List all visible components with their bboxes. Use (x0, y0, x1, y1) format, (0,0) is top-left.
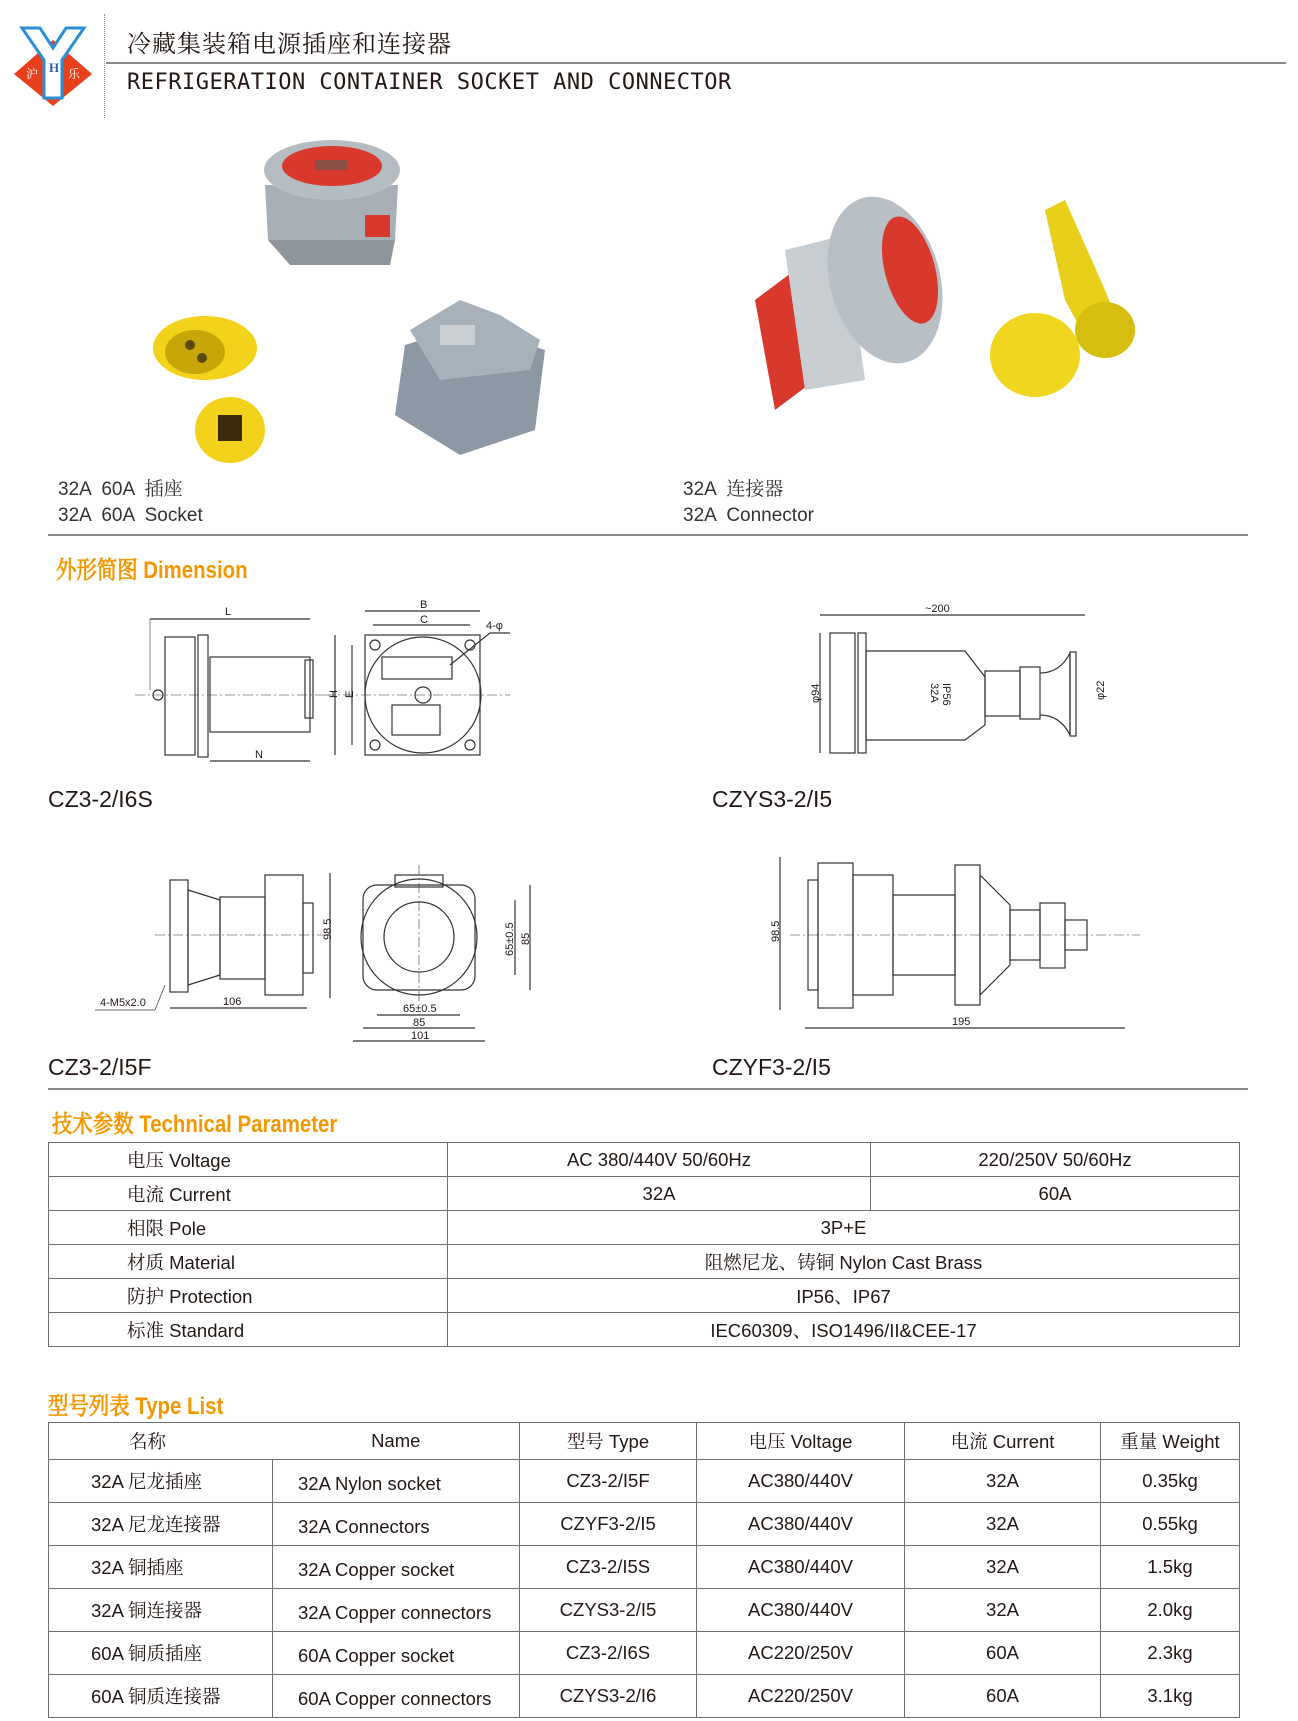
param-value: 3P+E (448, 1211, 1240, 1245)
param-value: IP56、IP67 (448, 1279, 1240, 1313)
dim-label-holes: 4-φ (486, 620, 503, 632)
drawing-cz3-2-i5f (95, 855, 540, 1045)
cell-current: 32A (905, 1589, 1101, 1632)
connector-caption-en: 32A Connector (683, 505, 814, 526)
cell-current: 32A (905, 1460, 1101, 1503)
cell-voltage: AC220/250V (697, 1632, 905, 1675)
type-list-heading: 型号列表 Type List (48, 1393, 224, 1420)
cell-current: 32A (905, 1546, 1101, 1589)
param-value: 60A (871, 1177, 1240, 1211)
cell-weight: 3.1kg (1101, 1675, 1240, 1718)
dim-label-c: C (420, 614, 428, 626)
col-header-name-cn: 名称 (49, 1423, 273, 1460)
grey-flip-cover-socket-image (395, 300, 545, 455)
param-label: 相限 Pole (49, 1211, 448, 1245)
grey-red-connector-image (755, 184, 960, 410)
cell-weight: 2.0kg (1101, 1589, 1240, 1632)
yellow-socket-image (153, 316, 265, 463)
cell-type: CZYF3-2/I5 (520, 1503, 697, 1546)
cell-current: 32A (905, 1503, 1101, 1546)
cell-type: CZYS3-2/I6 (520, 1675, 697, 1718)
dim-label-total: 101 (411, 1030, 430, 1042)
model-label-cz3-2-i5f: CZ3-2/I5F (48, 1054, 152, 1080)
drawing-czyf3-2-i5 (760, 845, 1140, 1045)
param-value: 220/250V 50/60Hz (871, 1143, 1240, 1177)
table-row (49, 1313, 1240, 1347)
table-row (49, 1503, 1240, 1546)
table-row (49, 1589, 1240, 1632)
svg-text:乐: 乐 (68, 67, 81, 81)
table-header-row (49, 1423, 1240, 1460)
dim-label-side-h: 85 (413, 1017, 426, 1029)
col-header-voltage: 电压 Voltage (697, 1423, 905, 1460)
dim-label-length: 106 (223, 996, 242, 1008)
dim-label-length: ~200 (925, 603, 950, 615)
yellow-connector-image (990, 200, 1135, 397)
col-header-name-en: Name (273, 1423, 520, 1460)
model-label-czys3-2-i5: CZYS3-2/I5 (712, 786, 833, 812)
cell-voltage: AC220/250V (697, 1675, 905, 1718)
cell-type: CZ3-2/I5S (520, 1546, 697, 1589)
dim-label-b: B (420, 599, 428, 611)
header-rule (106, 62, 1286, 64)
header-divider-vertical (104, 14, 105, 118)
dim-label-height: 98.5 (322, 918, 334, 940)
table-row (49, 1675, 1240, 1718)
cell-type: CZYS3-2/I5 (520, 1589, 697, 1632)
dim-label-e: E (344, 690, 356, 698)
cell-name-en: 32A Copper socket (273, 1546, 520, 1589)
cell-name-en: 32A Connectors (273, 1503, 520, 1546)
cell-voltage: AC380/440V (697, 1460, 905, 1503)
cell-name-cn: 32A 尼龙连接器 (49, 1503, 273, 1546)
table-row (49, 1211, 1240, 1245)
param-value: 阻燃尼龙、铸铜 Nylon Cast Brass (448, 1245, 1240, 1279)
table-row (49, 1279, 1240, 1313)
technical-parameter-table (48, 1142, 1240, 1347)
dim-label-dia: φ94 (810, 683, 822, 703)
dim-label-h: H (328, 690, 340, 698)
connector-photos (735, 180, 1195, 430)
dim-label-l: L (225, 606, 232, 618)
section-rule-2 (48, 1088, 1248, 1090)
cell-current: 60A (905, 1632, 1101, 1675)
cell-name-cn: 60A 铜质插座 (49, 1632, 273, 1675)
dim-label-height: 98.5 (770, 920, 782, 942)
cell-name-cn: 60A 铜质连接器 (49, 1675, 273, 1718)
cell-type: CZ3-2/I5F (520, 1460, 697, 1503)
param-value: 32A (448, 1177, 871, 1211)
cell-current: 60A (905, 1675, 1101, 1718)
col-header-type: 型号 Type (520, 1423, 697, 1460)
param-label: 标准 Standard (49, 1313, 448, 1347)
dim-label-side-v: 85 (520, 932, 532, 945)
socket-caption-en: 32A 60A Socket (58, 505, 203, 526)
type-list-table (48, 1422, 1240, 1718)
cell-name-cn: 32A 铜连接器 (49, 1589, 273, 1632)
param-label: 电压 Voltage (49, 1143, 448, 1177)
table-row (49, 1245, 1240, 1279)
page-title-en: REFRIGERATION CONTAINER SOCKET AND CONNECTOR (127, 70, 732, 95)
company-logo (12, 22, 94, 106)
param-value: AC 380/440V 50/60Hz (448, 1143, 871, 1177)
table-row (49, 1177, 1240, 1211)
cell-name-cn: 32A 尼龙插座 (49, 1460, 273, 1503)
cell-voltage: AC380/440V (697, 1503, 905, 1546)
cell-weight: 0.55kg (1101, 1503, 1240, 1546)
grey-red-socket-image (264, 140, 400, 265)
cell-weight: 0.35kg (1101, 1460, 1240, 1503)
cell-name-en: 32A Copper connectors (273, 1589, 520, 1632)
socket-photos (140, 130, 560, 475)
table-row (49, 1632, 1240, 1675)
dim-label-mark2: 32A (928, 683, 940, 703)
dimension-heading: 外形简图 Dimension (56, 557, 248, 584)
dim-label-screws: 4-M5x2.0 (100, 997, 146, 1009)
model-label-czyf3-2-i5: CZYF3-2/I5 (712, 1054, 831, 1080)
svg-text:沪: 沪 (26, 67, 39, 81)
connector-caption-cn: 32A 连接器 (683, 479, 784, 500)
cell-voltage: AC380/440V (697, 1589, 905, 1632)
table-row (49, 1143, 1240, 1177)
table-row (49, 1546, 1240, 1589)
param-label: 电流 Current (49, 1177, 448, 1211)
cell-type: CZ3-2/I6S (520, 1632, 697, 1675)
dim-label-n: N (255, 749, 263, 761)
page-title-cn: 冷藏集装箱电源插座和连接器 (127, 31, 452, 58)
cell-weight: 1.5kg (1101, 1546, 1240, 1589)
cell-name-cn: 32A 铜插座 (49, 1546, 273, 1589)
svg-text:H: H (49, 60, 60, 75)
col-header-current: 电流 Current (905, 1423, 1101, 1460)
technical-heading: 技术参数 Technical Parameter (52, 1111, 338, 1138)
table-row (49, 1460, 1240, 1503)
cell-weight: 2.3kg (1101, 1632, 1240, 1675)
drawing-czys3-2-i5 (795, 595, 1115, 765)
dim-label-hole-v: 65±0.5 (504, 922, 516, 956)
section-rule-1 (48, 534, 1248, 536)
dim-label-mark1: IP56 (940, 683, 952, 706)
param-label: 材质 Material (49, 1245, 448, 1279)
dim-label-length: 195 (952, 1016, 971, 1028)
cell-voltage: AC380/440V (697, 1546, 905, 1589)
cell-name-en: 32A Nylon socket (273, 1460, 520, 1503)
drawing-cz3-2-i6s (130, 595, 530, 765)
model-label-cz3-2-i6s: CZ3-2/I6S (48, 786, 153, 812)
param-value: IEC60309、ISO1496/II&CEE-17 (448, 1313, 1240, 1347)
dim-label-hole-h: 65±0.5 (403, 1003, 437, 1015)
col-header-weight: 重量 Weight (1101, 1423, 1240, 1460)
param-label: 防护 Protection (49, 1279, 448, 1313)
socket-caption-cn: 32A 60A 插座 (58, 479, 183, 500)
cell-name-en: 60A Copper connectors (273, 1675, 520, 1718)
dim-label-dia2: φ22 (1095, 680, 1107, 700)
cell-name-en: 60A Copper socket (273, 1632, 520, 1675)
